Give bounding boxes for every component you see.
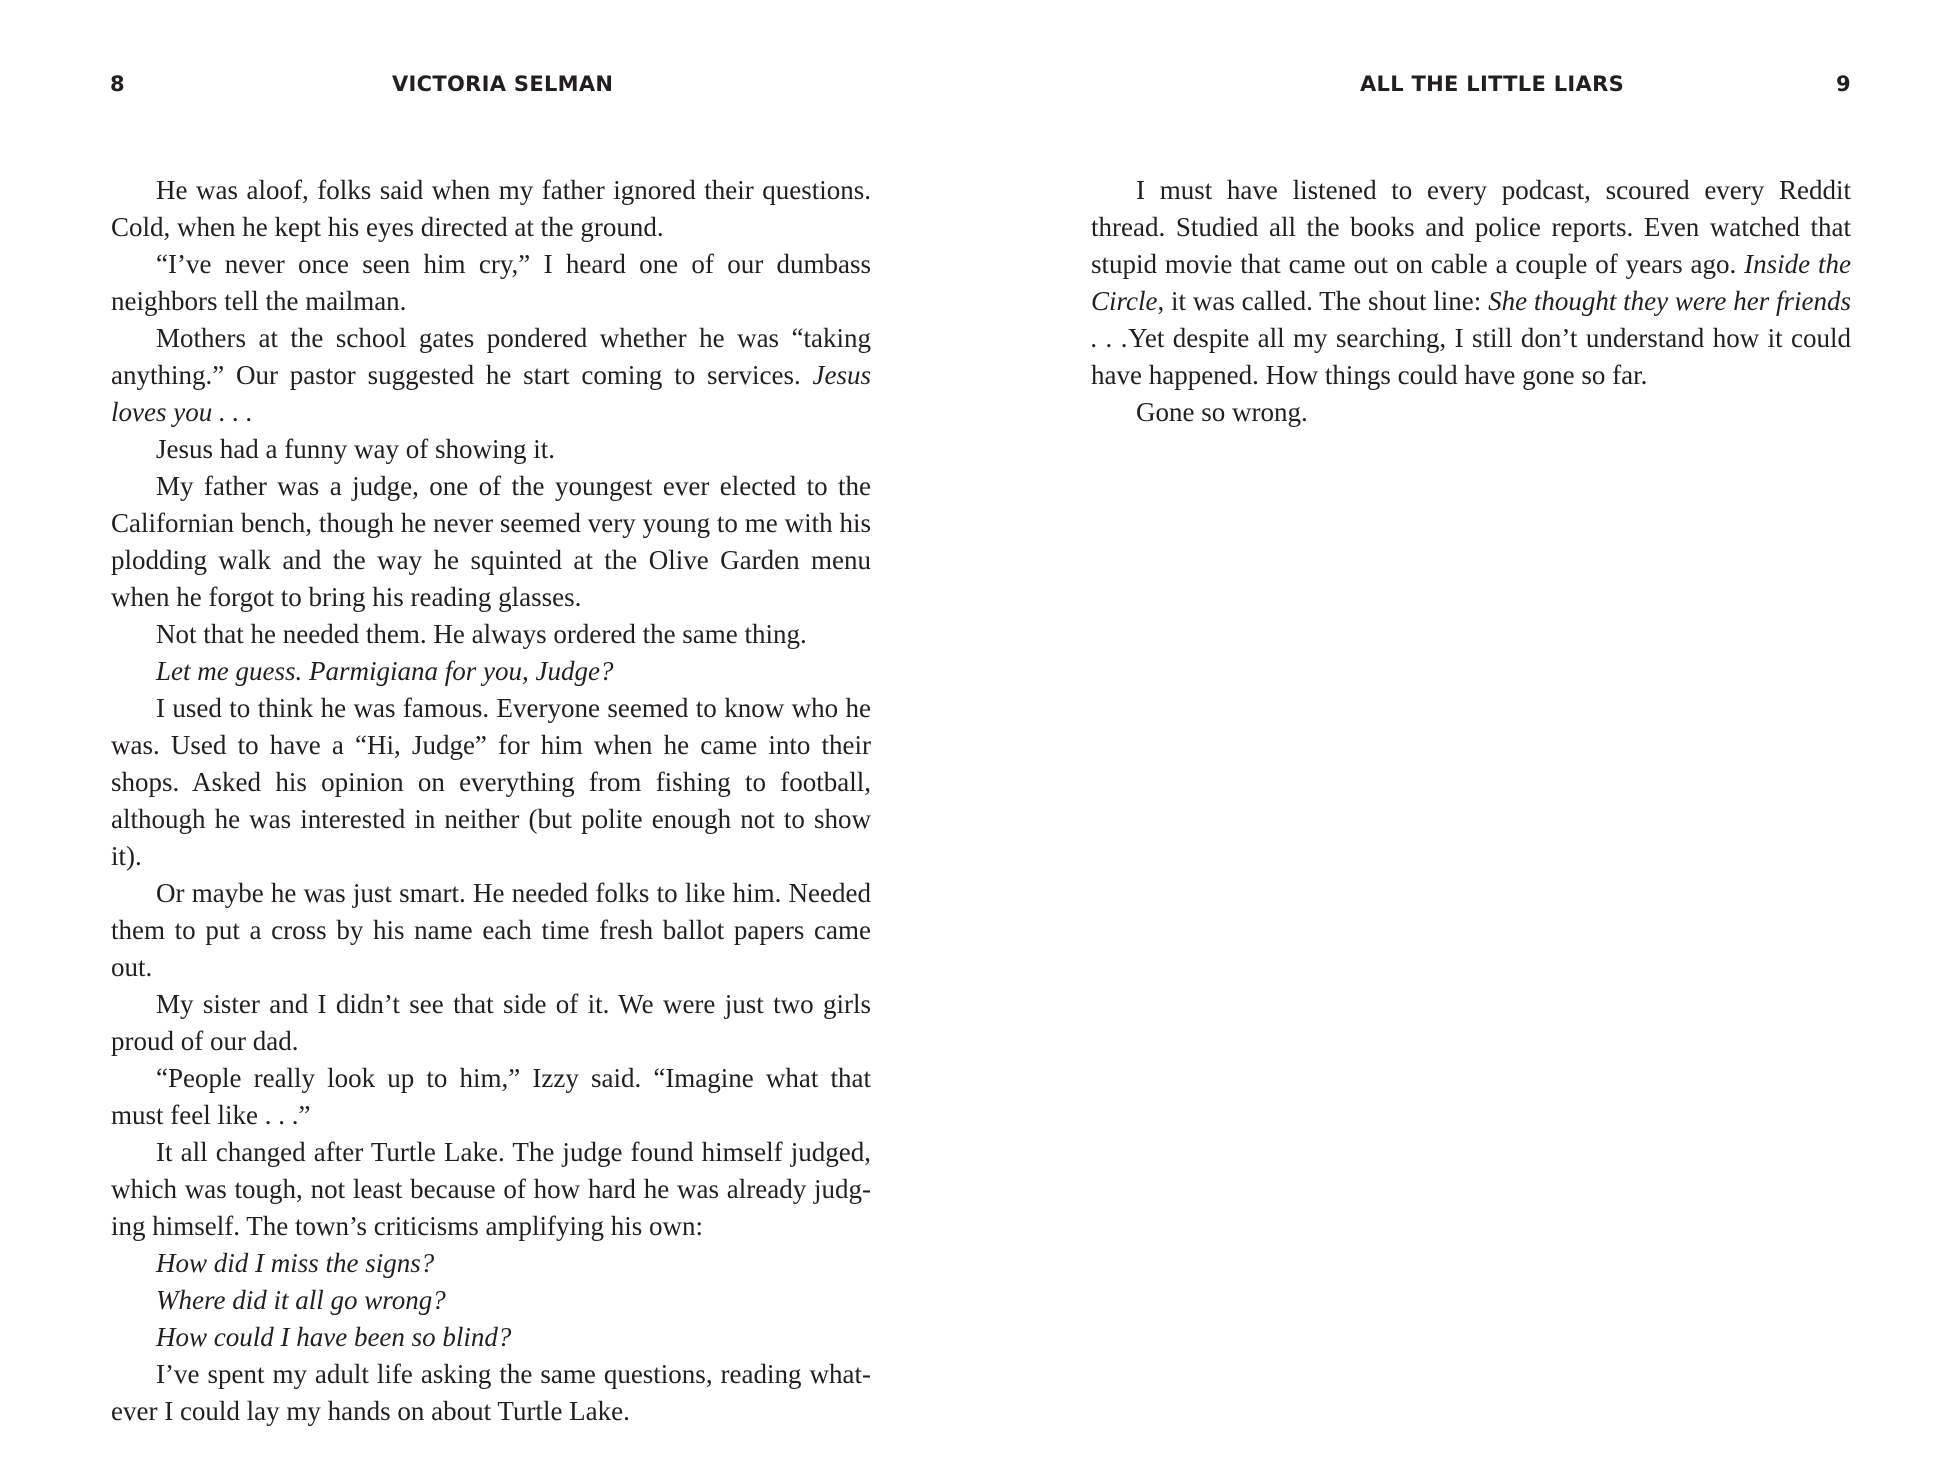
paragraph [111, 875, 871, 986]
italic-text: She thought they were her friends . . . [1091, 286, 1852, 353]
running-head-author: VICTORIA SELMAN [392, 72, 614, 96]
text-run: Gone so wrong. [1136, 397, 1308, 427]
text-run: My sister and I didn’t see that side of it. We were just two girls proud of our dad. [111, 989, 871, 1056]
text-run: I must have listened to every podcast, scoured every Reddit thread. Studied all the books and police reports. Even watched that stupid movie that came out on cable a couple of years ago. [1091, 175, 1851, 279]
paragraph [111, 246, 871, 320]
paragraph [111, 172, 871, 246]
paragraph [111, 616, 871, 653]
text-run: “People really look up to him,” Izzy said. “Imagine what that must feel like . . .” [111, 1063, 871, 1130]
italic-text: Where did it all go wrong? [156, 1285, 446, 1315]
paragraph [111, 1319, 871, 1356]
text-run: He was aloof, folks said when my father ignored their questions. Cold, when he kept his eyes directed at the ground. [111, 175, 871, 242]
paragraph [111, 986, 871, 1060]
right-page [973, 0, 1946, 1460]
text-run: My father was a judge, one of the youngest ever elected to the Californian bench, though he never seemed very young to me with his plodding walk and the way he squinted at the Olive Garden menu when he forgot to bring his reading glasses. [111, 471, 871, 612]
text-run: Or maybe he was just smart. He needed folks to like him. Needed them to put a cross by his name each time fresh ballot papers came out. [111, 878, 871, 982]
page-number: 9 [1836, 72, 1851, 96]
text-run: Not that he needed them. He always ordered the same thing. [156, 619, 807, 649]
text-run: Jesus had a funny way of showing it. [156, 434, 555, 464]
paragraph [111, 1134, 871, 1245]
running-head-title: ALL THE LITTLE LIARS [1360, 72, 1624, 96]
text-run: I’ve spent my adult life asking the same questions, reading whatever I could lay my hands on about Turtle Lake. [111, 1359, 871, 1426]
text-run: “I’ve never once seen him cry,” I heard one of our dumbass neighbors tell the mailman. [111, 249, 871, 316]
page-number: 8 [110, 72, 125, 96]
italic-text: Jesus loves you . . . [111, 360, 871, 427]
paragraph [111, 1282, 871, 1319]
text-run: It all changed after Turtle Lake. The judge found himself judged, which was tough, not least because of how hard he was already judging himself. The town’s criticisms amplifying his own: [111, 1137, 871, 1241]
paragraph [111, 653, 871, 690]
paragraph [111, 320, 871, 431]
body-text [111, 172, 871, 1430]
paragraph [111, 1356, 871, 1430]
paragraph [111, 468, 871, 616]
text-run: , it was called. The shout line: [1157, 286, 1489, 316]
italic-text: How did I miss the signs? [156, 1248, 435, 1278]
paragraph [111, 431, 871, 468]
paragraph [111, 690, 871, 875]
paragraph [1091, 394, 1851, 431]
text-run: I used to think he was famous. Everyone seemed to know who he was. Used to have a “Hi, Judge” for him when he came into their shops. Asked his opinion on everything from fishing to football, although he was interested in neither (but polite enough not to show it). [111, 693, 871, 871]
italic-text: How could I have been so blind? [156, 1322, 512, 1352]
paragraph [1091, 172, 1851, 394]
text-run: Mothers at the school gates pondered whether he was “taking anything.” Our pastor suggested he start coming to services. [111, 323, 871, 390]
body-text [1091, 172, 1851, 431]
paragraph [111, 1245, 871, 1282]
italic-text: Let me guess. Parmigiana for you, Judge? [156, 656, 614, 686]
paragraph [111, 1060, 871, 1134]
text-run: Yet despite all my searching, I still don’t understand how it could have happened. How things could have gone so far. [1091, 323, 1851, 390]
italic-text: Inside the Circle [1091, 249, 1851, 316]
